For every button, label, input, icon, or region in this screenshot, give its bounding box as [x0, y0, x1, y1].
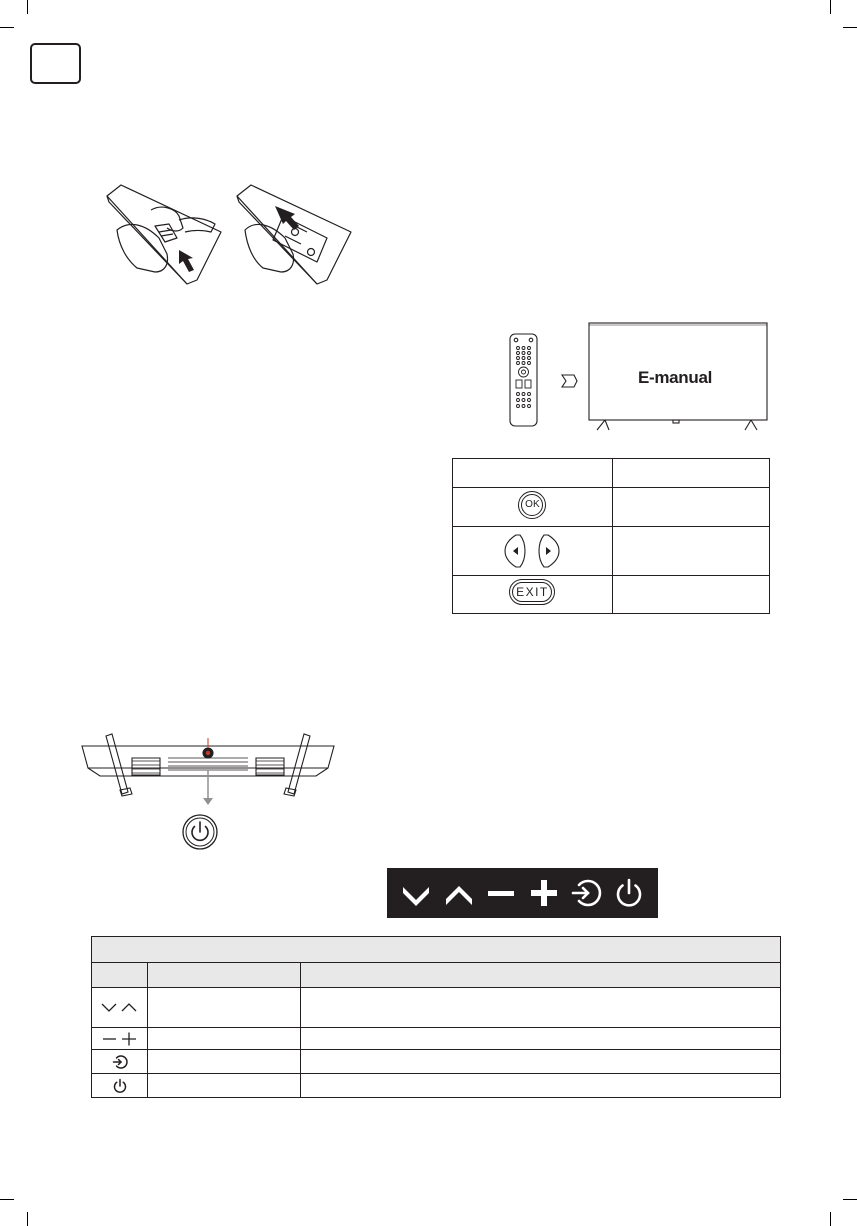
table-cell — [612, 488, 769, 527]
table-header-row — [92, 963, 781, 988]
input-source-icon — [112, 1054, 128, 1070]
crop-mark-bottom-left — [27, 1212, 28, 1226]
crop-mark-top-right — [843, 27, 857, 28]
table-row — [453, 527, 770, 576]
table-row — [453, 576, 770, 614]
crop-mark-top-left — [27, 0, 28, 14]
table-cell — [453, 576, 613, 614]
chevron-up-icon — [443, 877, 475, 909]
emanual-key-table — [452, 458, 770, 614]
battery-install-illustration — [95, 180, 355, 290]
table-cell — [92, 988, 148, 1028]
minus-icon — [485, 877, 517, 909]
crop-mark-top-right — [830, 0, 831, 14]
table-cell — [148, 1074, 301, 1098]
table-cell — [612, 459, 769, 488]
table-cell — [453, 459, 613, 488]
table-cell — [92, 1050, 148, 1074]
tv-screen-label: E-manual — [637, 368, 713, 387]
table-cell — [92, 963, 148, 988]
table-row — [92, 1028, 781, 1050]
power-icon — [613, 877, 645, 909]
table-cell — [92, 1028, 148, 1050]
table-cell — [453, 527, 613, 576]
plus-icon — [122, 1032, 136, 1045]
table-cell — [148, 1050, 301, 1074]
table-row — [453, 488, 770, 527]
chevron-down-icon — [102, 1004, 116, 1011]
table-cell — [301, 988, 781, 1028]
crop-mark-bottom-left — [0, 1199, 14, 1200]
table-cell — [612, 527, 769, 576]
table-cell — [301, 1050, 781, 1074]
table-row — [92, 988, 781, 1028]
left-right-keys-icon — [502, 532, 562, 570]
table-cell — [301, 1028, 781, 1050]
table-row — [92, 1074, 781, 1098]
exit-key-icon: EXIT — [509, 579, 555, 605]
table-row — [92, 1050, 781, 1074]
control-key-bar — [387, 868, 658, 918]
ok-key-icon: OK — [518, 491, 546, 519]
chapter-box — [30, 43, 81, 84]
table-cell — [148, 1028, 301, 1050]
crop-mark-top-left — [0, 27, 14, 28]
table-cell — [612, 576, 769, 614]
table-cell — [453, 488, 613, 527]
table-cell — [301, 963, 781, 988]
table-cell — [92, 1074, 148, 1098]
crop-mark-bottom-right — [830, 1212, 831, 1226]
table-cell — [148, 988, 301, 1028]
table-title-row — [92, 937, 781, 963]
table-row — [453, 459, 770, 488]
input-source-icon — [570, 877, 602, 909]
tv-bottom-view-illustration — [80, 728, 340, 852]
control-key-function-table — [91, 936, 781, 1098]
table-cell — [92, 937, 781, 963]
chevron-down-icon — [400, 877, 432, 909]
table-cell — [148, 963, 301, 988]
power-icon — [112, 1078, 128, 1094]
chevron-up-icon — [122, 1004, 136, 1011]
plus-icon — [528, 877, 560, 909]
crop-mark-bottom-right — [843, 1199, 857, 1200]
table-cell — [301, 1074, 781, 1098]
